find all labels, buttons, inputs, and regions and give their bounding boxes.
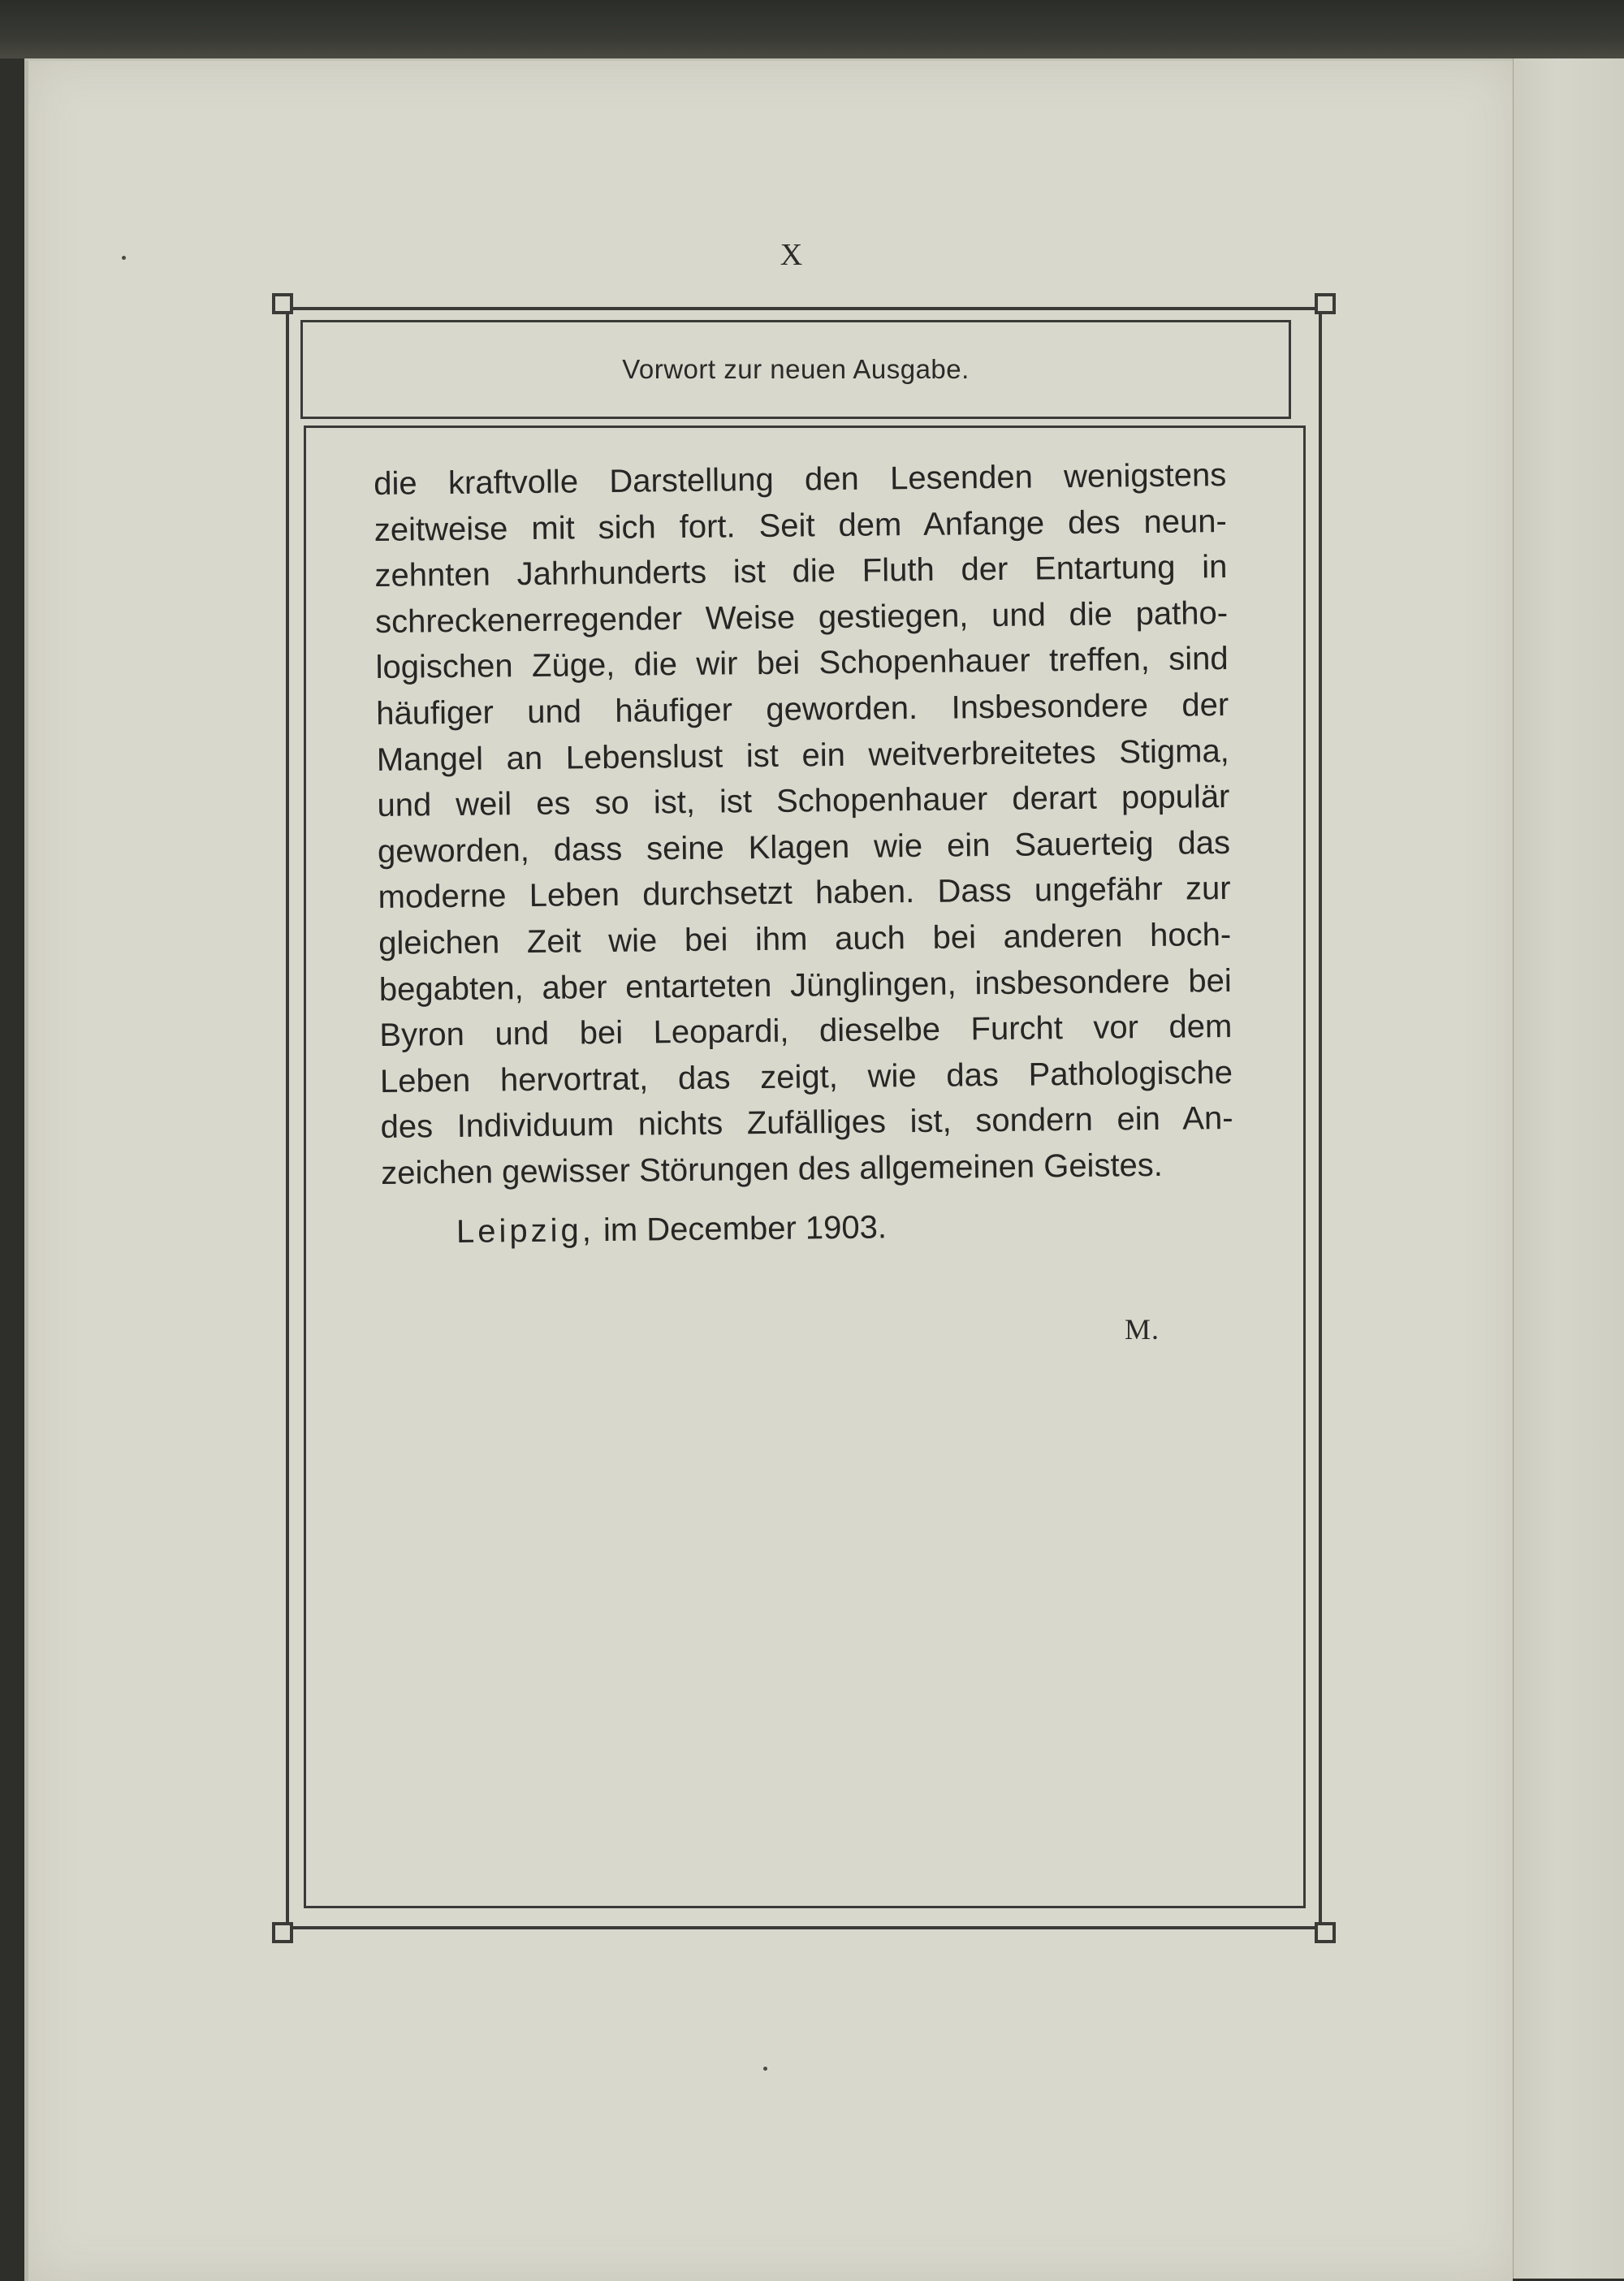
body-text bbox=[374, 452, 1234, 1256]
text-line: moderne Leben durchsetzt haben. Dass ungefähr zur bbox=[378, 870, 1231, 916]
text-line: Mangel an Lebenslust ist ein weitverbreitetes Stigma, bbox=[376, 732, 1230, 778]
page-number: X bbox=[780, 238, 804, 272]
text-line: logischen Züge, die wir bei Schopenhauer treffen, sind bbox=[375, 641, 1229, 686]
text-line: zehnten Jahrhunderts ist die Fluth der Entartung in bbox=[374, 549, 1228, 594]
text-line: zeitweise mit sich fort. Seit dem Anfange des neun- bbox=[374, 503, 1228, 548]
text-line: Byron und bei Leopardi, dieselbe Furcht vor dem bbox=[379, 1009, 1233, 1054]
text-line: schreckenerregender Weise gestiegen, und die patho- bbox=[374, 594, 1229, 640]
text-line: Leben hervortrat, das zeigt, wie das Pathologische bbox=[379, 1054, 1233, 1099]
text-line: und weil es so ist, ist Schopenhauer derart populär bbox=[377, 779, 1230, 824]
text-line: zeichen gewisser Störungen des allgemeinen Geistes. bbox=[380, 1147, 1164, 1191]
frame-corner-square bbox=[1315, 293, 1336, 314]
running-header-title: Vorwort zur neuen Ausgabe. bbox=[622, 354, 970, 384]
text-line: des Individuum nichts Zufälliges ist, sondern ein An- bbox=[380, 1100, 1233, 1146]
running-header-box bbox=[300, 320, 1291, 419]
text-line: geworden, dass seine Klagen wie ein Sauerteig das bbox=[377, 824, 1231, 870]
dateline bbox=[382, 1199, 1235, 1256]
text-line: gleichen Zeit wie bei ihm auch bei anderen hoch- bbox=[378, 916, 1232, 961]
text-line: häufiger und häufiger geworden. Insbesondere der bbox=[376, 686, 1229, 732]
author-signature: M. bbox=[1125, 1313, 1160, 1346]
dateline-date: im December 1903. bbox=[603, 1208, 888, 1248]
page-edge bbox=[1509, 58, 1624, 2279]
paper-speck bbox=[122, 256, 126, 260]
frame-corner-square bbox=[1315, 1922, 1336, 1943]
paper-speck bbox=[763, 2067, 767, 2071]
scan-background bbox=[0, 0, 1624, 58]
dateline-place: Leipzig, bbox=[456, 1212, 595, 1250]
frame-corner-square bbox=[272, 1922, 293, 1943]
text-line: begabten, aber entarteten Jünglingen, insbesondere bei bbox=[378, 962, 1232, 1008]
text-line: die kraftvolle Darstellung den Lesenden wenigstens bbox=[374, 457, 1227, 502]
frame-corner-square bbox=[272, 293, 293, 314]
